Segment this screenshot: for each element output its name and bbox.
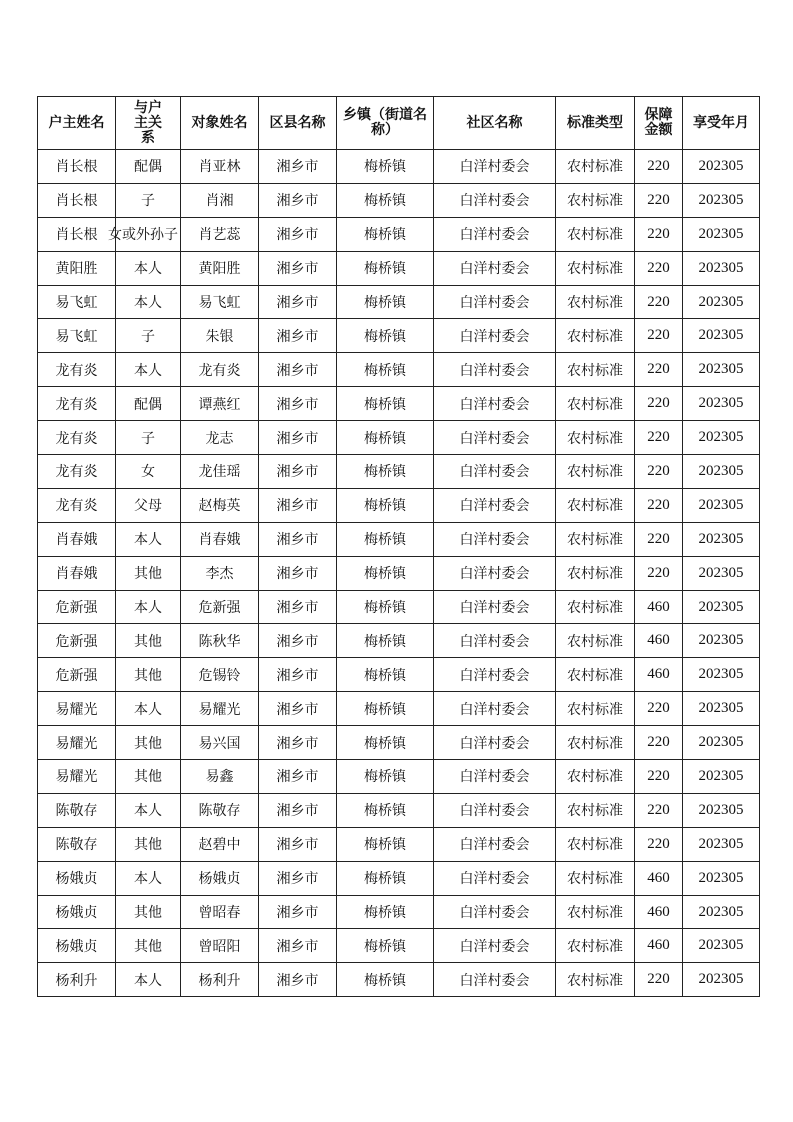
county-cell: 湘乡市 [259, 285, 337, 319]
amount-cell: 220 [635, 760, 683, 794]
county-cell: 湘乡市 [259, 861, 337, 895]
community-cell: 白洋村委会 [434, 455, 556, 489]
county-cell: 湘乡市 [259, 929, 337, 963]
year-month-cell: 202305 [683, 522, 760, 556]
standard-type-cell: 农村标准 [556, 827, 635, 861]
relation-cell: 其他 [116, 827, 181, 861]
table-row [38, 895, 760, 929]
amount-cell: 220 [635, 285, 683, 319]
householder-name-cell: 龙有炎 [38, 488, 116, 522]
township-cell: 梅桥镇 [337, 455, 434, 489]
year-month-cell: 202305 [683, 726, 760, 760]
standard-type-cell: 农村标准 [556, 692, 635, 726]
relation-cell: 其他 [116, 726, 181, 760]
year-month-cell: 202305 [683, 217, 760, 251]
county-cell: 湘乡市 [259, 895, 337, 929]
standard-type-cell: 农村标准 [556, 183, 635, 217]
county-cell: 湘乡市 [259, 692, 337, 726]
standard-type-cell: 农村标准 [556, 455, 635, 489]
header-row [38, 97, 760, 150]
recipient-name-cell: 杨娥贞 [181, 861, 259, 895]
community-cell: 白洋村委会 [434, 150, 556, 184]
year-month-cell: 202305 [683, 150, 760, 184]
community-cell: 白洋村委会 [434, 963, 556, 997]
standard-type-cell: 农村标准 [556, 217, 635, 251]
community-cell: 白洋村委会 [434, 624, 556, 658]
township-cell: 梅桥镇 [337, 726, 434, 760]
standard-type-cell: 农村标准 [556, 658, 635, 692]
community-cell: 白洋村委会 [434, 285, 556, 319]
recipient-name-cell: 易耀光 [181, 692, 259, 726]
year-month-cell: 202305 [683, 353, 760, 387]
table-row [38, 319, 760, 353]
community-cell: 白洋村委会 [434, 421, 556, 455]
recipient-name-cell: 易鑫 [181, 760, 259, 794]
county-cell: 湘乡市 [259, 590, 337, 624]
community-cell: 白洋村委会 [434, 658, 556, 692]
relation-text: 女或外孙子 [108, 227, 178, 244]
amount-cell: 460 [635, 929, 683, 963]
recipient-name-cell: 曾昭春 [181, 895, 259, 929]
community-cell: 白洋村委会 [434, 522, 556, 556]
standard-type-cell: 农村标准 [556, 861, 635, 895]
table-row [38, 217, 760, 251]
relation-cell: 其他 [116, 556, 181, 590]
standard-type-cell: 农村标准 [556, 522, 635, 556]
amount-cell: 220 [635, 726, 683, 760]
header-county: 区县名称 [259, 97, 337, 150]
table-row [38, 183, 760, 217]
recipient-name-cell: 易兴国 [181, 726, 259, 760]
table-row [38, 861, 760, 895]
standard-type-cell: 农村标准 [556, 285, 635, 319]
amount-cell: 460 [635, 624, 683, 658]
relation-cell: 本人 [116, 590, 181, 624]
community-cell: 白洋村委会 [434, 929, 556, 963]
community-cell: 白洋村委会 [434, 895, 556, 929]
relation-cell: 本人 [116, 963, 181, 997]
relation-cell: 本人 [116, 522, 181, 556]
householder-name-cell: 杨娥贞 [38, 895, 116, 929]
table-row [38, 150, 760, 184]
recipient-name-cell: 肖春娥 [181, 522, 259, 556]
header-year-month: 享受年月 [683, 97, 760, 150]
township-cell: 梅桥镇 [337, 285, 434, 319]
township-cell: 梅桥镇 [337, 760, 434, 794]
table-row [38, 929, 760, 963]
householder-name-cell: 危新强 [38, 624, 116, 658]
householder-name-cell: 肖长根 [38, 217, 116, 251]
standard-type-cell: 农村标准 [556, 963, 635, 997]
county-cell: 湘乡市 [259, 488, 337, 522]
community-cell: 白洋村委会 [434, 556, 556, 590]
recipient-name-cell: 肖湘 [181, 183, 259, 217]
amount-cell: 220 [635, 319, 683, 353]
recipient-name-cell: 朱银 [181, 319, 259, 353]
township-cell: 梅桥镇 [337, 590, 434, 624]
relation-cell: 子 [116, 183, 181, 217]
year-month-cell: 202305 [683, 624, 760, 658]
householder-name-cell: 易飞虹 [38, 285, 116, 319]
recipient-name-cell: 陈秋华 [181, 624, 259, 658]
community-cell: 白洋村委会 [434, 590, 556, 624]
table-row [38, 658, 760, 692]
community-cell: 白洋村委会 [434, 217, 556, 251]
standard-type-cell: 农村标准 [556, 488, 635, 522]
amount-cell: 220 [635, 217, 683, 251]
relation-cell: 其他 [116, 624, 181, 658]
community-cell: 白洋村委会 [434, 387, 556, 421]
township-cell: 梅桥镇 [337, 217, 434, 251]
relation-cell: 本人 [116, 793, 181, 827]
householder-name-cell: 肖春娥 [38, 522, 116, 556]
table-row [38, 522, 760, 556]
standard-type-cell: 农村标准 [556, 387, 635, 421]
recipient-name-cell: 易飞虹 [181, 285, 259, 319]
township-cell: 梅桥镇 [337, 353, 434, 387]
recipient-name-cell: 龙佳瑶 [181, 455, 259, 489]
community-cell: 白洋村委会 [434, 760, 556, 794]
amount-cell: 220 [635, 963, 683, 997]
township-cell: 梅桥镇 [337, 793, 434, 827]
householder-name-cell: 龙有炎 [38, 421, 116, 455]
householder-name-cell: 危新强 [38, 590, 116, 624]
householder-name-cell: 陈敬存 [38, 793, 116, 827]
county-cell: 湘乡市 [259, 827, 337, 861]
recipient-name-cell: 龙有炎 [181, 353, 259, 387]
recipient-name-cell: 肖亚林 [181, 150, 259, 184]
relation-cell [108, 217, 181, 251]
relation-cell: 父母 [116, 488, 181, 522]
householder-name-cell: 龙有炎 [38, 455, 116, 489]
county-cell: 湘乡市 [259, 319, 337, 353]
township-cell: 梅桥镇 [337, 692, 434, 726]
amount-cell: 220 [635, 455, 683, 489]
county-cell: 湘乡市 [259, 217, 337, 251]
table-row [38, 827, 760, 861]
table-row [38, 251, 760, 285]
township-cell: 梅桥镇 [337, 963, 434, 997]
amount-cell: 220 [635, 692, 683, 726]
standard-type-cell: 农村标准 [556, 760, 635, 794]
recipient-name-cell: 谭燕红 [181, 387, 259, 421]
amount-cell: 220 [635, 251, 683, 285]
county-cell: 湘乡市 [259, 963, 337, 997]
community-cell: 白洋村委会 [434, 251, 556, 285]
community-cell: 白洋村委会 [434, 183, 556, 217]
householder-name-cell: 陈敬存 [38, 827, 116, 861]
recipient-name-cell: 杨利升 [181, 963, 259, 997]
township-cell: 梅桥镇 [337, 251, 434, 285]
county-cell: 湘乡市 [259, 353, 337, 387]
county-cell: 湘乡市 [259, 658, 337, 692]
year-month-cell: 202305 [683, 421, 760, 455]
recipient-name-cell: 危锡铃 [181, 658, 259, 692]
householder-name-cell: 龙有炎 [38, 353, 116, 387]
householder-name-cell: 杨娥贞 [38, 861, 116, 895]
relation-cell: 其他 [116, 895, 181, 929]
community-cell: 白洋村委会 [434, 861, 556, 895]
householder-name-cell: 龙有炎 [38, 387, 116, 421]
header-standard-type: 标准类型 [556, 97, 635, 150]
township-cell: 梅桥镇 [337, 150, 434, 184]
county-cell: 湘乡市 [259, 726, 337, 760]
amount-cell: 460 [635, 895, 683, 929]
year-month-cell: 202305 [683, 590, 760, 624]
amount-cell: 220 [635, 387, 683, 421]
township-cell: 梅桥镇 [337, 929, 434, 963]
community-cell: 白洋村委会 [434, 827, 556, 861]
county-cell: 湘乡市 [259, 387, 337, 421]
standard-type-cell: 农村标准 [556, 726, 635, 760]
township-cell: 梅桥镇 [337, 827, 434, 861]
year-month-cell: 202305 [683, 760, 760, 794]
year-month-cell: 202305 [683, 319, 760, 353]
relation-cell: 其他 [116, 760, 181, 794]
year-month-cell: 202305 [683, 793, 760, 827]
householder-name-cell: 易耀光 [38, 726, 116, 760]
amount-cell: 220 [635, 150, 683, 184]
community-cell: 白洋村委会 [434, 353, 556, 387]
year-month-cell: 202305 [683, 488, 760, 522]
relation-cell: 配偶 [116, 150, 181, 184]
amount-cell: 220 [635, 353, 683, 387]
table-row [38, 556, 760, 590]
township-cell: 梅桥镇 [337, 387, 434, 421]
township-cell: 梅桥镇 [337, 421, 434, 455]
householder-name-cell: 易耀光 [38, 760, 116, 794]
recipient-name-cell: 赵梅英 [181, 488, 259, 522]
standard-type-cell: 农村标准 [556, 624, 635, 658]
householder-name-cell: 杨娥贞 [38, 929, 116, 963]
township-cell: 梅桥镇 [337, 895, 434, 929]
year-month-cell: 202305 [683, 895, 760, 929]
standard-type-cell: 农村标准 [556, 590, 635, 624]
year-month-cell: 202305 [683, 387, 760, 421]
amount-cell: 460 [635, 658, 683, 692]
recipient-name-cell: 危新强 [181, 590, 259, 624]
county-cell: 湘乡市 [259, 624, 337, 658]
amount-cell: 220 [635, 827, 683, 861]
relation-cell: 子 [116, 421, 181, 455]
year-month-cell: 202305 [683, 183, 760, 217]
amount-cell: 220 [635, 183, 683, 217]
township-cell: 梅桥镇 [337, 522, 434, 556]
table-row [38, 963, 760, 997]
householder-name-cell: 黄阳胜 [38, 251, 116, 285]
table-row [38, 793, 760, 827]
amount-cell: 220 [635, 793, 683, 827]
county-cell: 湘乡市 [259, 150, 337, 184]
township-cell: 梅桥镇 [337, 861, 434, 895]
relation-cell: 其他 [116, 658, 181, 692]
table-row [38, 387, 760, 421]
relation-cell: 本人 [116, 692, 181, 726]
year-month-cell: 202305 [683, 251, 760, 285]
township-cell: 梅桥镇 [337, 488, 434, 522]
amount-cell: 220 [635, 556, 683, 590]
header-recipient-name: 对象姓名 [181, 97, 259, 150]
relation-cell: 本人 [116, 285, 181, 319]
relation-cell: 本人 [116, 353, 181, 387]
amount-cell: 460 [635, 590, 683, 624]
recipient-name-cell: 黄阳胜 [181, 251, 259, 285]
year-month-cell: 202305 [683, 861, 760, 895]
amount-cell: 220 [635, 522, 683, 556]
standard-type-cell: 农村标准 [556, 421, 635, 455]
recipient-name-cell: 曾昭阳 [181, 929, 259, 963]
standard-type-cell: 农村标准 [556, 895, 635, 929]
amount-cell: 220 [635, 488, 683, 522]
header-community: 社区名称 [434, 97, 556, 150]
subsidy-roster-table [37, 96, 760, 997]
community-cell: 白洋村委会 [434, 488, 556, 522]
table-body [38, 150, 760, 997]
county-cell: 湘乡市 [259, 183, 337, 217]
standard-type-cell: 农村标准 [556, 251, 635, 285]
relation-cell: 配偶 [116, 387, 181, 421]
householder-name-cell: 危新强 [38, 658, 116, 692]
table-row [38, 692, 760, 726]
table-row [38, 590, 760, 624]
table-row [38, 285, 760, 319]
standard-type-cell: 农村标准 [556, 319, 635, 353]
householder-name-cell: 易耀光 [38, 692, 116, 726]
header-township: 乡镇（街道名称） [337, 97, 434, 150]
recipient-name-cell: 李杰 [181, 556, 259, 590]
county-cell: 湘乡市 [259, 522, 337, 556]
community-cell: 白洋村委会 [434, 793, 556, 827]
householder-name-cell: 肖长根 [38, 183, 116, 217]
relation-cell: 女 [116, 455, 181, 489]
table-row [38, 353, 760, 387]
year-month-cell: 202305 [683, 692, 760, 726]
county-cell: 湘乡市 [259, 793, 337, 827]
header-householder-name: 户主姓名 [38, 97, 116, 150]
county-cell: 湘乡市 [259, 421, 337, 455]
table-row [38, 726, 760, 760]
standard-type-cell: 农村标准 [556, 556, 635, 590]
county-cell: 湘乡市 [259, 251, 337, 285]
township-cell: 梅桥镇 [337, 624, 434, 658]
header-relation: 与户主关系 [116, 97, 181, 150]
year-month-cell: 202305 [683, 455, 760, 489]
relation-cell: 本人 [116, 861, 181, 895]
standard-type-cell: 农村标准 [556, 929, 635, 963]
county-cell: 湘乡市 [259, 455, 337, 489]
table-row [38, 421, 760, 455]
community-cell: 白洋村委会 [434, 726, 556, 760]
community-cell: 白洋村委会 [434, 319, 556, 353]
table-row [38, 488, 760, 522]
year-month-cell: 202305 [683, 658, 760, 692]
township-cell: 梅桥镇 [337, 183, 434, 217]
table-row [38, 455, 760, 489]
householder-name-cell: 杨利升 [38, 963, 116, 997]
year-month-cell: 202305 [683, 929, 760, 963]
recipient-name-cell: 赵碧中 [181, 827, 259, 861]
county-cell: 湘乡市 [259, 556, 337, 590]
householder-name-cell: 易飞虹 [38, 319, 116, 353]
recipient-name-cell: 陈敬存 [181, 793, 259, 827]
householder-name-cell: 肖长根 [38, 150, 116, 184]
amount-cell: 220 [635, 421, 683, 455]
relation-cell: 本人 [116, 251, 181, 285]
standard-type-cell: 农村标准 [556, 150, 635, 184]
table-row [38, 760, 760, 794]
table-row [38, 624, 760, 658]
year-month-cell: 202305 [683, 963, 760, 997]
township-cell: 梅桥镇 [337, 658, 434, 692]
standard-type-cell: 农村标准 [556, 353, 635, 387]
year-month-cell: 202305 [683, 285, 760, 319]
recipient-name-cell: 肖艺蕊 [181, 217, 259, 251]
year-month-cell: 202305 [683, 556, 760, 590]
county-cell: 湘乡市 [259, 760, 337, 794]
header-amount: 保障金额 [635, 97, 683, 150]
recipient-name-cell: 龙志 [181, 421, 259, 455]
community-cell: 白洋村委会 [434, 692, 556, 726]
householder-name-cell: 肖春娥 [38, 556, 116, 590]
relation-cell: 其他 [116, 929, 181, 963]
year-month-cell: 202305 [683, 827, 760, 861]
township-cell: 梅桥镇 [337, 319, 434, 353]
township-cell: 梅桥镇 [337, 556, 434, 590]
amount-cell: 460 [635, 861, 683, 895]
relation-cell: 子 [116, 319, 181, 353]
standard-type-cell: 农村标准 [556, 793, 635, 827]
